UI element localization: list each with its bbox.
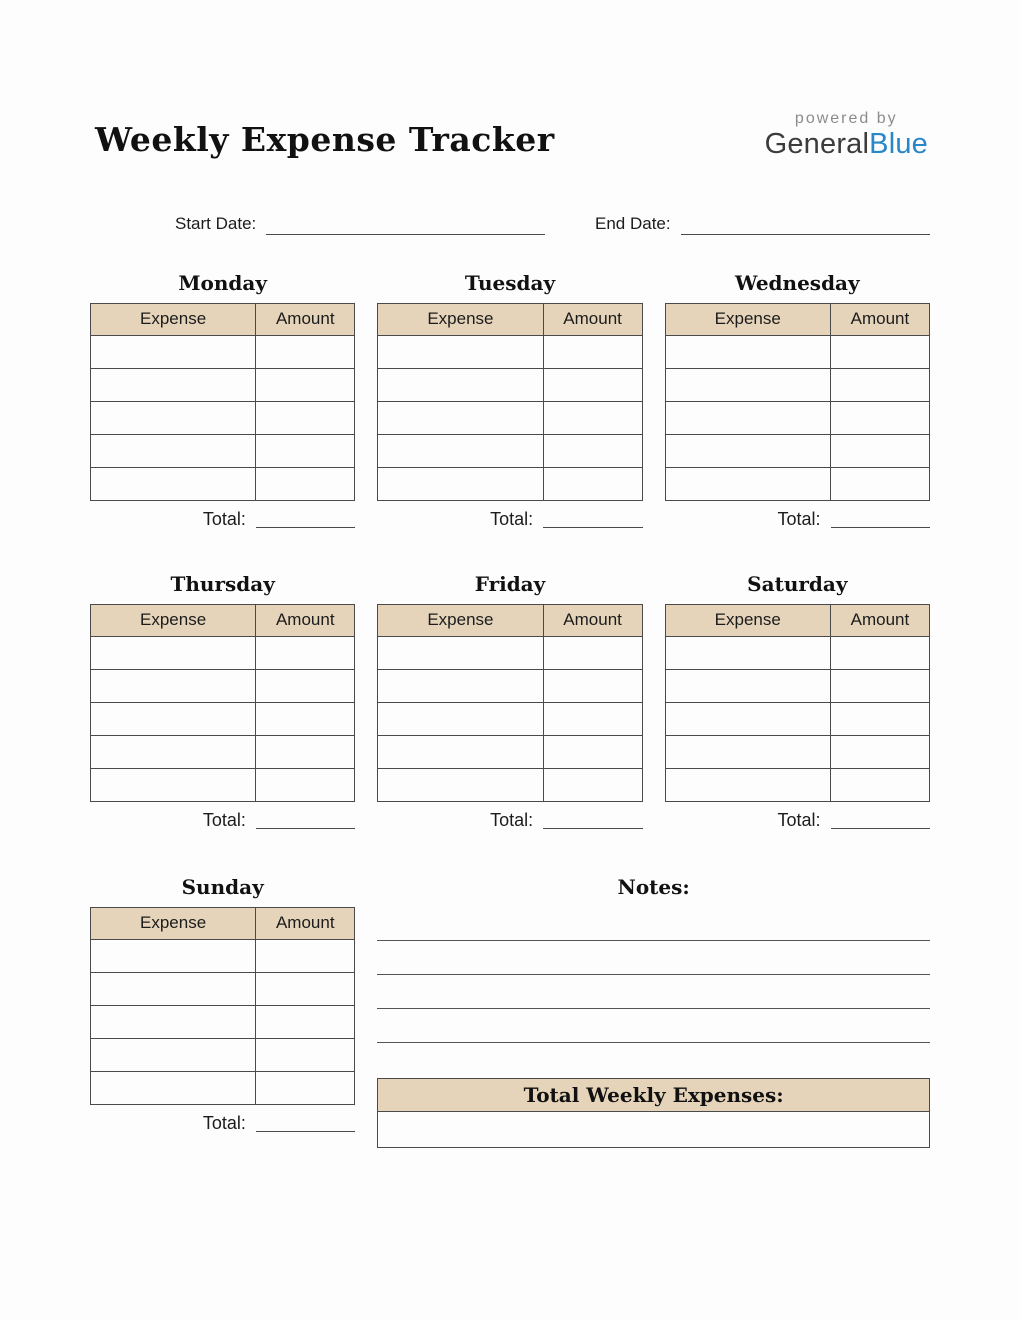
total-line — [256, 813, 355, 829]
amount-cell — [543, 768, 642, 801]
day-section-saturday — [665, 572, 930, 829]
amount-cell — [256, 1038, 355, 1071]
expense-cell — [91, 368, 256, 401]
expense-cell — [378, 636, 543, 669]
table-row — [91, 368, 355, 401]
expense-cell — [91, 636, 256, 669]
expense-cell — [91, 467, 256, 500]
expense-cell — [665, 735, 830, 768]
table-row — [665, 335, 929, 368]
expense-cell — [665, 467, 830, 500]
table-row — [91, 1005, 355, 1038]
brand-logo — [765, 110, 928, 162]
end-date-label: End Date: — [595, 213, 671, 233]
amount-cell — [830, 768, 929, 801]
expense-column-header: Expense — [91, 907, 256, 939]
expense-cell — [665, 669, 830, 702]
total-row — [665, 510, 930, 528]
table-row — [91, 1071, 355, 1104]
weekly-total-value — [378, 1112, 929, 1147]
table-row — [91, 467, 355, 500]
powered-by-label: powered by — [794, 110, 898, 127]
table-row — [91, 768, 355, 801]
weekly-total-header: Total Weekly Expenses: — [378, 1079, 929, 1112]
table-row — [91, 972, 355, 1005]
table-row — [91, 636, 355, 669]
expense-cell — [378, 768, 543, 801]
date-row — [175, 214, 930, 235]
amount-cell — [543, 735, 642, 768]
expense-cell — [91, 401, 256, 434]
page-header — [0, 0, 1020, 162]
total-row — [377, 811, 642, 829]
amount-column-header: Amount — [830, 303, 929, 335]
table-row — [665, 735, 929, 768]
day-title: Sunday — [181, 874, 264, 899]
page-title: Weekly Expense Tracker — [95, 120, 555, 159]
day-title: Wednesday — [735, 270, 860, 295]
amount-cell — [830, 401, 929, 434]
expense-cell — [378, 735, 543, 768]
amount-cell — [543, 467, 642, 500]
expense-cell — [665, 768, 830, 801]
total-label: Total: — [490, 809, 534, 830]
expense-cell — [91, 669, 256, 702]
table-row — [91, 335, 355, 368]
expense-cell — [665, 434, 830, 467]
expense-column-header: Expense — [665, 604, 830, 636]
table-row — [91, 702, 355, 735]
amount-cell — [830, 368, 929, 401]
day-section-thursday — [90, 572, 355, 829]
table-row — [665, 467, 929, 500]
day-section-monday — [90, 271, 355, 528]
total-line — [543, 813, 642, 829]
amount-cell — [543, 669, 642, 702]
amount-column-header: Amount — [543, 604, 642, 636]
table-row — [378, 768, 642, 801]
amount-cell — [543, 368, 642, 401]
total-row — [377, 510, 642, 528]
amount-column-header: Amount — [256, 907, 355, 939]
expense-cell — [91, 335, 256, 368]
expense-column-header: Expense — [665, 303, 830, 335]
notes-section — [377, 875, 930, 1148]
expense-cell — [91, 1005, 256, 1038]
expense-cell — [91, 972, 256, 1005]
total-row — [90, 510, 355, 528]
expense-table-saturday — [665, 604, 930, 802]
expense-table-friday — [377, 604, 642, 802]
table-row — [378, 335, 642, 368]
total-line — [543, 512, 642, 528]
weekly-total-box — [377, 1078, 930, 1148]
table-row — [91, 401, 355, 434]
amount-cell — [830, 467, 929, 500]
expense-cell — [378, 669, 543, 702]
total-line — [831, 813, 931, 829]
amount-column-header: Amount — [256, 604, 355, 636]
amount-cell — [256, 702, 355, 735]
amount-cell — [256, 939, 355, 972]
day-section-wednesday — [665, 271, 930, 528]
amount-cell — [256, 434, 355, 467]
day-title: Friday — [474, 571, 546, 596]
day-section-sunday — [90, 875, 355, 1148]
total-row — [90, 811, 355, 829]
total-row — [90, 1114, 355, 1132]
amount-cell — [830, 669, 929, 702]
start-date-group — [175, 214, 545, 235]
table-row — [665, 768, 929, 801]
amount-cell — [543, 335, 642, 368]
table-row — [91, 939, 355, 972]
day-title: Saturday — [747, 571, 848, 596]
notes-title: Notes: — [617, 874, 690, 899]
table-row — [665, 669, 929, 702]
table-row — [91, 669, 355, 702]
expense-column-header: Expense — [378, 604, 543, 636]
total-label: Total: — [202, 809, 246, 830]
amount-cell — [256, 669, 355, 702]
expense-cell — [91, 702, 256, 735]
amount-cell — [543, 434, 642, 467]
amount-column-header: Amount — [543, 303, 642, 335]
brand-name — [765, 128, 928, 161]
total-line — [831, 512, 931, 528]
expense-cell — [665, 702, 830, 735]
expense-column-header: Expense — [91, 303, 256, 335]
total-label: Total: — [777, 809, 821, 830]
note-line — [377, 907, 930, 941]
expense-column-header: Expense — [378, 303, 543, 335]
total-line — [256, 512, 355, 528]
table-row — [91, 1038, 355, 1071]
expense-cell — [378, 702, 543, 735]
table-row — [665, 434, 929, 467]
amount-cell — [256, 335, 355, 368]
table-row — [378, 434, 642, 467]
amount-cell — [830, 335, 929, 368]
expense-cell — [91, 434, 256, 467]
note-line — [377, 941, 930, 975]
total-label: Total: — [777, 508, 821, 529]
expense-cell — [665, 368, 830, 401]
total-label: Total: — [202, 508, 246, 529]
brand-general-text: General — [764, 128, 870, 161]
table-row — [91, 434, 355, 467]
end-date-group — [595, 214, 930, 235]
table-row — [665, 368, 929, 401]
expense-cell — [378, 401, 543, 434]
expense-cell — [91, 735, 256, 768]
expense-cell — [378, 335, 543, 368]
table-row — [378, 636, 642, 669]
brand-blue-text: Blue — [869, 128, 928, 161]
amount-cell — [543, 702, 642, 735]
notes-lines — [377, 907, 930, 1043]
table-row — [665, 636, 929, 669]
amount-cell — [256, 636, 355, 669]
expense-cell — [91, 768, 256, 801]
total-line — [256, 1116, 355, 1132]
table-row — [378, 368, 642, 401]
amount-cell — [256, 972, 355, 1005]
day-title: Thursday — [170, 571, 275, 596]
amount-cell — [256, 1005, 355, 1038]
amount-cell — [256, 401, 355, 434]
amount-cell — [830, 702, 929, 735]
amount-cell — [543, 401, 642, 434]
amount-cell — [256, 735, 355, 768]
note-line — [377, 1009, 930, 1043]
amount-cell — [543, 636, 642, 669]
expense-cell — [665, 636, 830, 669]
table-row — [378, 735, 642, 768]
amount-cell — [830, 434, 929, 467]
table-row — [665, 702, 929, 735]
amount-cell — [830, 735, 929, 768]
expense-column-header: Expense — [91, 604, 256, 636]
expense-cell — [665, 401, 830, 434]
day-section-tuesday — [377, 271, 642, 528]
expense-cell — [665, 335, 830, 368]
amount-cell — [256, 368, 355, 401]
expense-cell — [91, 1038, 256, 1071]
bottom-section — [90, 875, 930, 1148]
day-title: Monday — [178, 270, 267, 295]
total-label: Total: — [490, 508, 534, 529]
expense-cell — [378, 368, 543, 401]
expense-table-wednesday — [665, 303, 930, 501]
total-row — [665, 811, 930, 829]
table-row — [378, 702, 642, 735]
day-section-friday — [377, 572, 642, 829]
table-row — [91, 735, 355, 768]
amount-cell — [256, 1071, 355, 1104]
total-label: Total: — [202, 1112, 246, 1133]
end-date-line — [681, 215, 930, 235]
expense-cell — [91, 939, 256, 972]
table-row — [378, 467, 642, 500]
table-row — [378, 669, 642, 702]
day-title: Tuesday — [464, 270, 556, 295]
amount-column-header: Amount — [256, 303, 355, 335]
table-row — [378, 401, 642, 434]
expense-cell — [91, 1071, 256, 1104]
expense-table-monday — [90, 303, 355, 501]
expense-cell — [378, 434, 543, 467]
week-grid — [90, 271, 930, 829]
expense-cell — [378, 467, 543, 500]
start-date-label: Start Date: — [175, 213, 257, 233]
expense-table-tuesday — [377, 303, 642, 501]
note-line — [377, 975, 930, 1009]
expense-table-sunday — [90, 907, 355, 1105]
table-row — [665, 401, 929, 434]
amount-cell — [830, 636, 929, 669]
expense-table-thursday — [90, 604, 355, 802]
amount-column-header: Amount — [830, 604, 929, 636]
amount-cell — [256, 768, 355, 801]
amount-cell — [256, 467, 355, 500]
start-date-line — [266, 215, 545, 235]
